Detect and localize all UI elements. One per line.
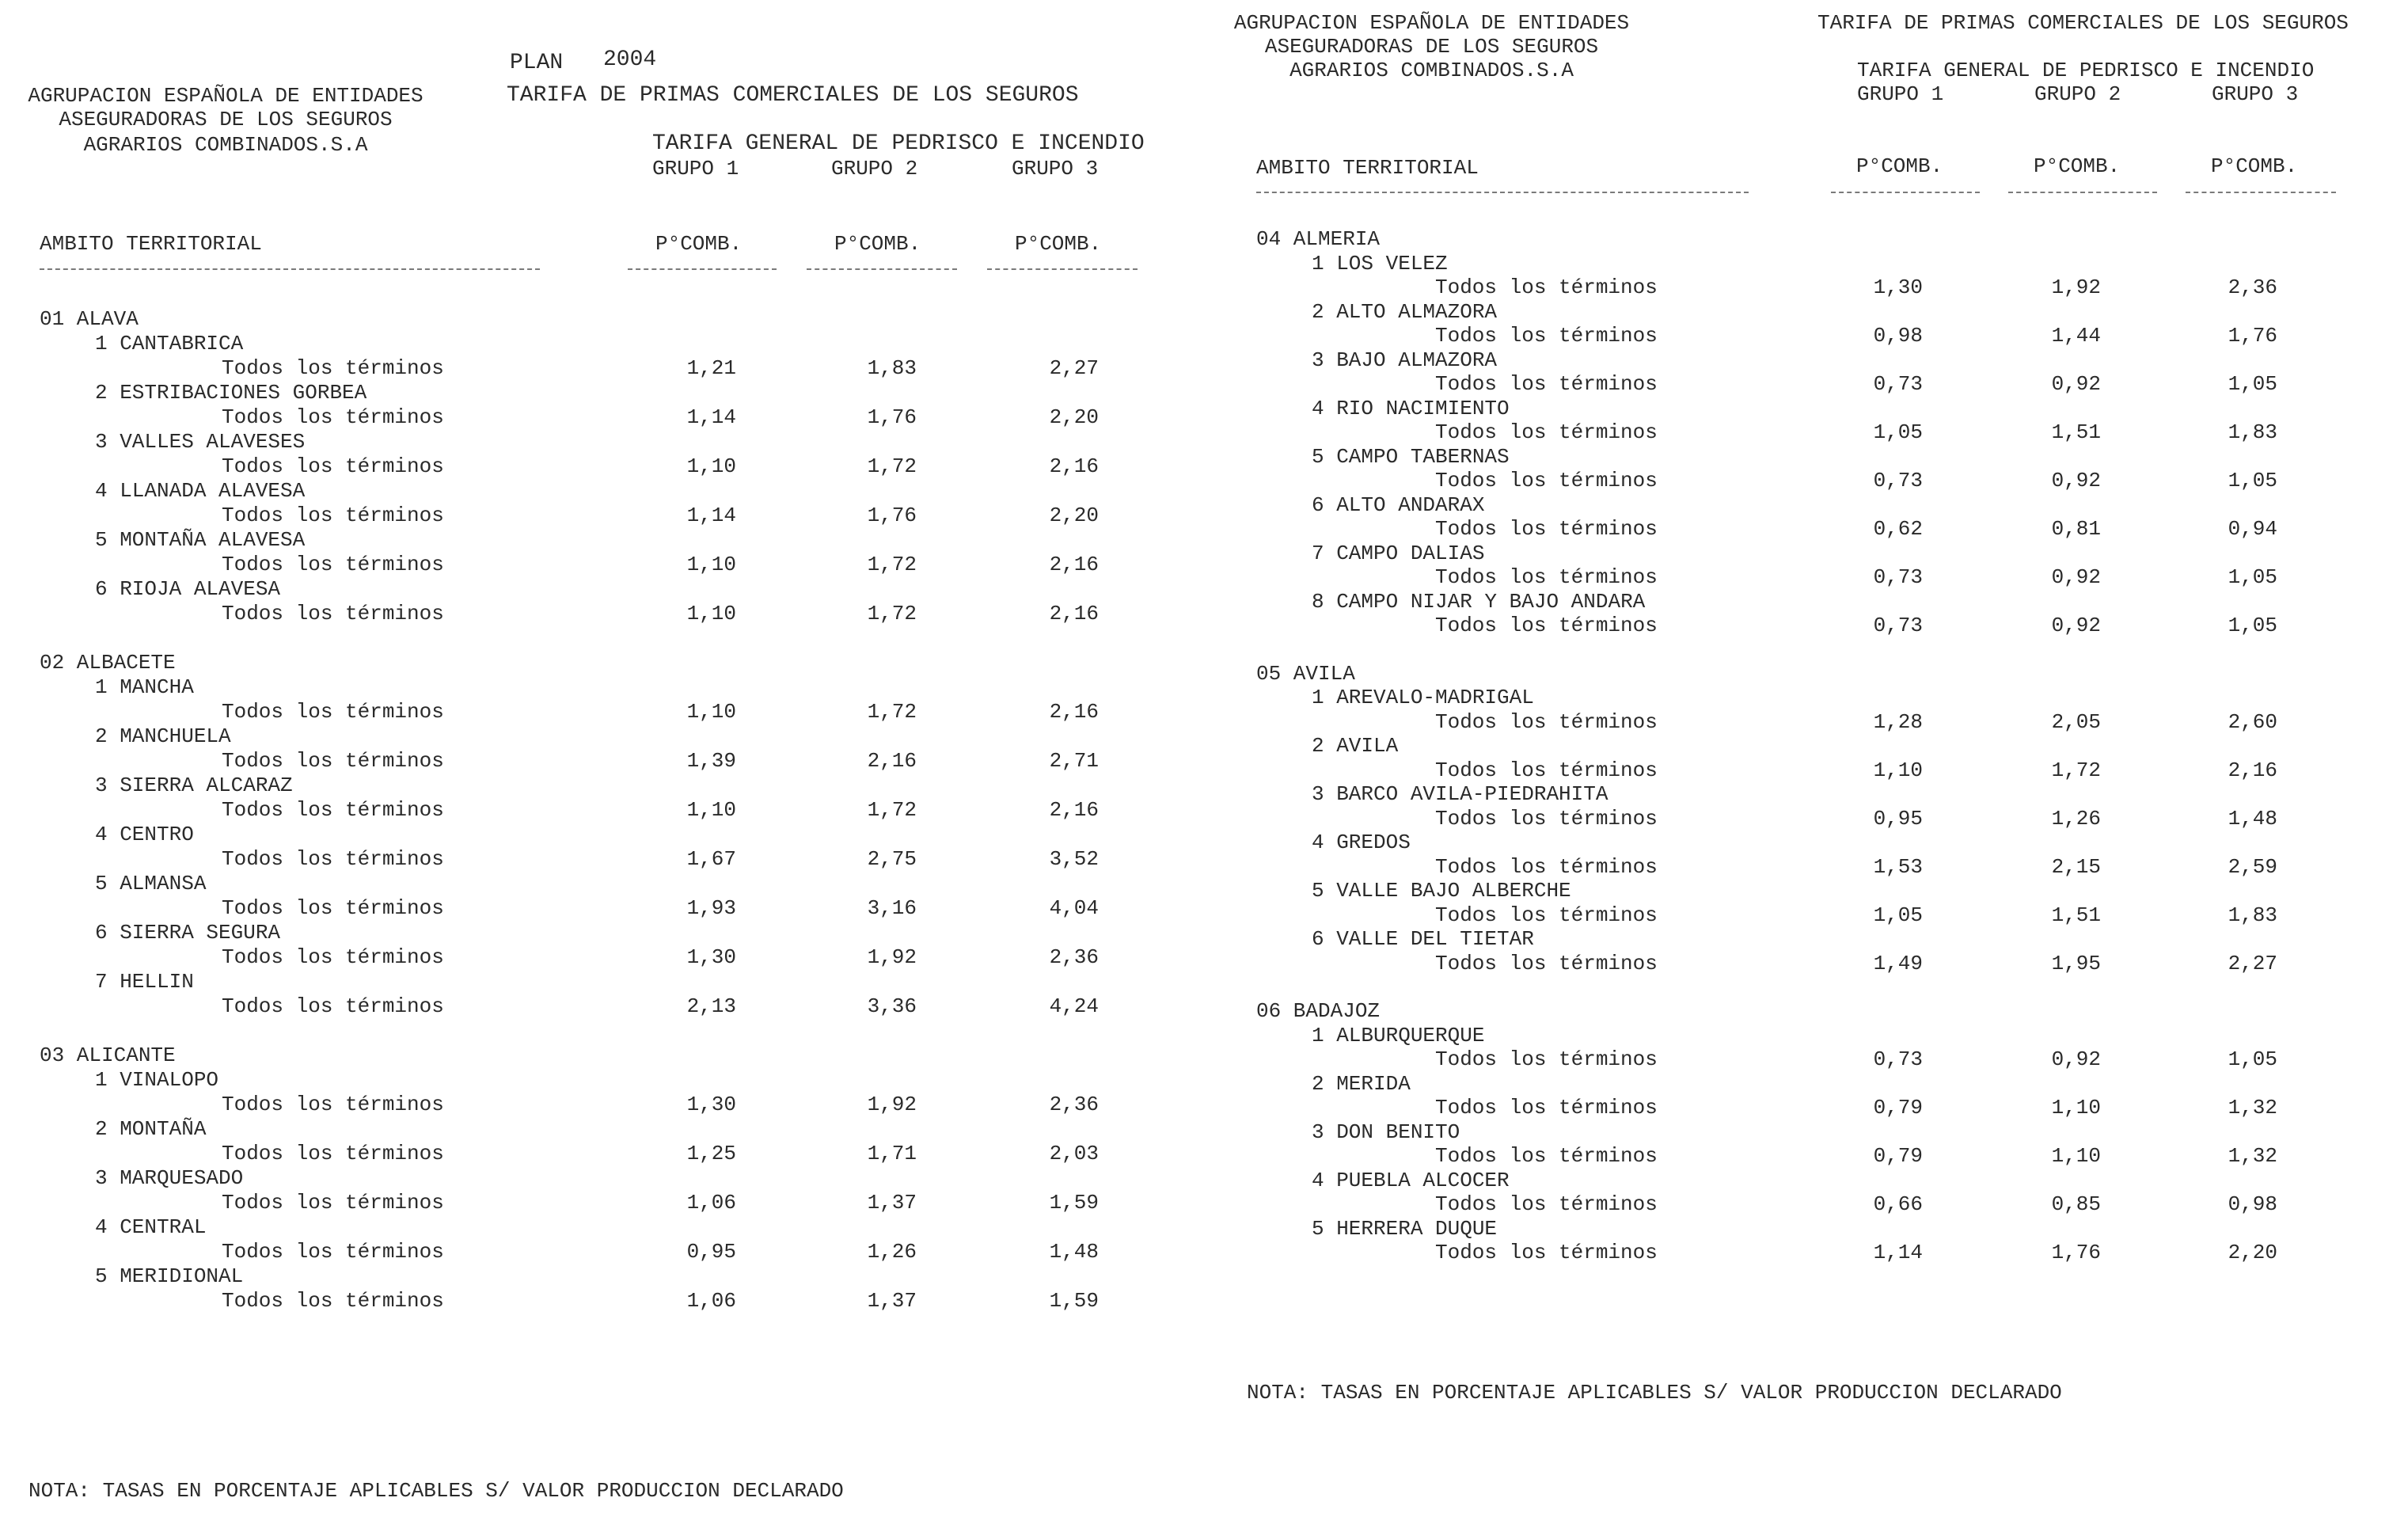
rate-grupo-1: 1,10 (686, 798, 736, 822)
zone-name: 3 DON BENITO (1312, 1120, 1460, 1144)
term-label: Todos los términos (222, 1191, 444, 1215)
rate-grupo-3: 1,32 (2228, 1096, 2277, 1120)
org-line-2: ASEGURADORAS DE LOS SEGUROS (59, 108, 393, 131)
province-name: 02 ALBACETE (40, 651, 176, 675)
rate-grupo-3: 1,05 (2228, 1047, 2277, 1071)
province-name: 03 ALICANTE (40, 1044, 176, 1067)
rate-grupo-1: 1,10 (686, 700, 736, 724)
rate-grupo-1: 1,30 (1873, 276, 1923, 299)
rate-grupo-1: 0,98 (1873, 324, 1923, 348)
rate-grupo-3: 1,05 (2228, 565, 2277, 589)
rate-grupo-1: 1,06 (686, 1289, 736, 1313)
term-label: Todos los términos (1435, 951, 1658, 975)
term-label: Todos los términos (1435, 1096, 1658, 1120)
term-label: Todos los términos (1435, 469, 1658, 492)
rate-grupo-2: 0,85 (2051, 1192, 2101, 1216)
rate-grupo-3: 2,20 (1049, 405, 1099, 429)
rate-grupo-3: 2,16 (1049, 700, 1099, 724)
zone-name: 2 ALTO ALMAZORA (1312, 299, 1498, 324)
term-label: Todos los términos (222, 1093, 444, 1116)
term-label: Todos los términos (222, 994, 444, 1018)
rate-grupo-2: 1,51 (2051, 420, 2101, 444)
doc-title: TARIFA DE PRIMAS COMERCIALES DE LOS SEGUROS (1817, 11, 2349, 35)
term-label: Todos los términos (1435, 372, 1658, 396)
divider-g2 (2008, 192, 2157, 193)
rate-grupo-1: 0,73 (1873, 565, 1923, 589)
rate-grupo-2: 2,16 (867, 749, 917, 773)
rate-grupo-1: 1,05 (1873, 903, 1923, 927)
rate-grupo-2: 1,44 (2051, 324, 2101, 348)
rate-grupo-3: 4,04 (1049, 896, 1099, 920)
plan-year: 2004 (603, 48, 657, 72)
group-1-header: GRUPO 1 (1857, 82, 1944, 106)
rate-grupo-3: 2,59 (2228, 854, 2277, 879)
zone-name: 4 LLANADA ALAVESA (95, 479, 306, 503)
page-right (1204, 0, 2408, 1532)
footnote: NOTA: TASAS EN PORCENTAJE APLICABLES S/ VALOR PRODUCCION DECLARADO (28, 1479, 844, 1503)
rate-grupo-2: 0,92 (2051, 1047, 2101, 1071)
rate-grupo-1: 1,10 (686, 553, 736, 576)
term-label: Todos los términos (222, 798, 444, 822)
rate-grupo-1: 1,25 (686, 1142, 736, 1165)
rate-grupo-1: 1,28 (1873, 709, 1923, 734)
zone-name: 4 CENTRO (95, 823, 194, 846)
zone-name: 1 CANTABRICA (95, 332, 244, 355)
rate-grupo-2: 1,72 (867, 700, 917, 724)
rate-grupo-1: 1,06 (686, 1191, 736, 1215)
ambito-header: AMBITO TERRITORIAL (40, 232, 262, 256)
org-line-1: AGRUPACION ESPAÑOLA DE ENTIDADES (28, 84, 423, 108)
zone-name: 6 VALLE DEL TIETAR (1312, 927, 1534, 951)
rate-grupo-2: 1,76 (2051, 1241, 2101, 1264)
term-label: Todos los términos (1435, 517, 1658, 541)
rate-grupo-3: 2,20 (1049, 504, 1099, 527)
rate-grupo-3: 1,76 (2228, 324, 2277, 348)
group-1-header: GRUPO 1 (652, 157, 739, 181)
rate-grupo-2: 1,92 (2051, 276, 2101, 299)
org-line-3: AGRARIOS COMBINADOS.S.A (1289, 59, 1574, 82)
rate-grupo-3: 2,71 (1049, 749, 1099, 773)
rate-grupo-3: 1,05 (2228, 614, 2277, 637)
group-2-header: GRUPO 2 (2034, 82, 2121, 106)
zone-name: 7 HELLIN (95, 970, 194, 994)
rate-grupo-2: 1,37 (867, 1289, 917, 1313)
term-label: Todos los términos (1435, 709, 1658, 734)
rate-grupo-3: 3,52 (1049, 847, 1099, 871)
pcomb-header-1: P°COMB. (1856, 154, 1943, 178)
rate-grupo-3: 1,83 (2228, 420, 2277, 444)
rate-grupo-3: 2,16 (2228, 758, 2277, 782)
rate-grupo-2: 1,92 (867, 1093, 917, 1116)
divider-g3 (2186, 192, 2336, 193)
rate-grupo-1: 0,79 (1873, 1144, 1923, 1168)
zone-name: 2 AVILA (1312, 734, 1399, 758)
group-2-header: GRUPO 2 (831, 157, 918, 181)
rate-grupo-1: 0,62 (1873, 517, 1923, 541)
rate-grupo-1: 1,05 (1873, 420, 1923, 444)
rate-grupo-3: 1,05 (2228, 469, 2277, 492)
zone-name: 1 MANCHA (95, 675, 194, 699)
zone-name: 5 VALLE BAJO ALBERCHE (1312, 879, 1571, 903)
rate-grupo-3: 1,48 (2228, 806, 2277, 831)
rate-grupo-2: 0,92 (2051, 469, 2101, 492)
rate-grupo-1: 2,13 (686, 994, 736, 1018)
term-label: Todos los términos (1435, 1241, 1658, 1264)
footnote: NOTA: TASAS EN PORCENTAJE APLICABLES S/ VALOR PRODUCCION DECLARADO (1247, 1381, 2062, 1405)
rate-grupo-1: 0,73 (1873, 1047, 1923, 1071)
rate-grupo-1: 1,14 (686, 405, 736, 429)
org-line-3: AGRARIOS COMBINADOS.S.A (83, 133, 368, 157)
rate-grupo-1: 1,30 (686, 945, 736, 969)
province-name: 04 ALMERIA (1256, 227, 1381, 251)
zone-name: 5 MONTAÑA ALAVESA (95, 528, 306, 552)
zone-name: 5 HERRERA DUQUE (1312, 1216, 1498, 1241)
rate-grupo-2: 1,72 (867, 602, 917, 625)
rate-grupo-2: 2,05 (2051, 709, 2101, 734)
zone-name: 1 ALBURQUERQUE (1312, 1023, 1485, 1047)
rate-grupo-1: 1,53 (1873, 854, 1923, 879)
zone-name: 3 SIERRA ALCARAZ (95, 774, 293, 797)
zone-name: 1 LOS VELEZ (1312, 251, 1448, 276)
term-label: Todos los términos (222, 405, 444, 429)
rate-grupo-1: 1,21 (686, 356, 736, 380)
rate-grupo-2: 1,72 (867, 553, 917, 576)
rate-grupo-3: 2,16 (1049, 602, 1099, 625)
group-3-header: GRUPO 3 (2212, 82, 2299, 106)
term-label: Todos los términos (222, 1142, 444, 1165)
term-label: Todos los términos (1435, 324, 1658, 348)
doc-title: TARIFA DE PRIMAS COMERCIALES DE LOS SEGUROS (507, 83, 1079, 108)
rate-grupo-1: 1,10 (686, 602, 736, 625)
rate-grupo-3: 1,83 (2228, 903, 2277, 927)
zone-name: 8 CAMPO NIJAR Y BAJO ANDARA (1312, 589, 1646, 614)
zone-name: 1 VINALOPO (95, 1068, 219, 1092)
rate-grupo-2: 1,37 (867, 1191, 917, 1215)
pcomb-header-3: P°COMB. (1015, 232, 1102, 256)
rate-grupo-1: 1,93 (686, 896, 736, 920)
rate-grupo-1: 1,14 (1873, 1241, 1923, 1264)
term-label: Todos los términos (1435, 854, 1658, 879)
rate-grupo-3: 2,16 (1049, 454, 1099, 478)
term-label: Todos los términos (1435, 420, 1658, 444)
rate-grupo-2: 1,72 (867, 454, 917, 478)
rate-grupo-2: 0,92 (2051, 565, 2101, 589)
rate-grupo-2: 0,92 (2051, 372, 2101, 396)
rate-grupo-1: 0,73 (1873, 469, 1923, 492)
rate-grupo-3: 2,36 (1049, 945, 1099, 969)
zone-name: 4 PUEBLA ALCOCER (1312, 1168, 1510, 1192)
term-label: Todos los términos (1435, 614, 1658, 637)
rate-grupo-3: 2,03 (1049, 1142, 1099, 1165)
zone-name: 2 MONTAÑA (95, 1117, 207, 1141)
term-label: Todos los términos (1435, 806, 1658, 831)
rate-grupo-3: 2,16 (1049, 798, 1099, 822)
rate-grupo-2: 1,10 (2051, 1144, 2101, 1168)
rate-grupo-1: 0,95 (1873, 806, 1923, 831)
zone-name: 4 GREDOS (1312, 831, 1411, 854)
rate-grupo-2: 1,83 (867, 356, 917, 380)
rate-grupo-1: 1,67 (686, 847, 736, 871)
zone-name: 5 CAMPO TABERNAS (1312, 444, 1510, 469)
rate-grupo-1: 0,66 (1873, 1192, 1923, 1216)
term-label: Todos los términos (222, 896, 444, 920)
group-3-header: GRUPO 3 (1012, 157, 1099, 181)
zone-name: 7 CAMPO DALIAS (1312, 541, 1485, 565)
rate-grupo-2: 1,76 (867, 405, 917, 429)
term-label: Todos los términos (222, 1240, 444, 1264)
rate-grupo-2: 1,95 (2051, 951, 2101, 975)
rate-grupo-2: 1,76 (867, 504, 917, 527)
zone-name: 4 RIO NACIMIENTO (1312, 396, 1510, 420)
rate-grupo-1: 0,73 (1873, 614, 1923, 637)
rate-grupo-3: 2,36 (1049, 1093, 1099, 1116)
rate-grupo-3: 2,60 (2228, 709, 2277, 734)
zone-name: 1 AREVALO-MADRIGAL (1312, 686, 1534, 709)
zone-name: 3 MARQUESADO (95, 1166, 244, 1190)
divider-ambito (1256, 192, 1749, 193)
term-label: Todos los términos (1435, 1192, 1658, 1216)
rate-grupo-3: 1,59 (1049, 1289, 1099, 1313)
term-label: Todos los términos (222, 945, 444, 969)
zone-name: 3 BARCO AVILA-PIEDRAHITA (1312, 782, 1608, 806)
term-label: Todos los términos (222, 454, 444, 478)
rate-grupo-2: 1,51 (2051, 903, 2101, 927)
org-line-2: ASEGURADORAS DE LOS SEGUROS (1264, 35, 1599, 59)
zone-name: 6 ALTO ANDARAX (1312, 492, 1485, 517)
rate-grupo-3: 2,27 (2228, 951, 2277, 975)
rate-grupo-3: 1,05 (2228, 372, 2277, 396)
pcomb-header-2: P°COMB. (834, 232, 921, 256)
rate-grupo-3: 4,24 (1049, 994, 1099, 1018)
term-label: Todos los términos (222, 1289, 444, 1313)
rate-grupo-3: 1,59 (1049, 1191, 1099, 1215)
term-label: Todos los términos (222, 356, 444, 380)
rate-grupo-2: 1,26 (2051, 806, 2101, 831)
rate-grupo-3: 2,36 (2228, 276, 2277, 299)
zone-name: 3 BAJO ALMAZORA (1312, 348, 1498, 372)
term-label: Todos los términos (222, 553, 444, 576)
rate-grupo-3: 2,27 (1049, 356, 1099, 380)
zone-name: 2 MANCHUELA (95, 724, 231, 748)
term-label: Todos los términos (222, 749, 444, 773)
rate-grupo-2: 1,92 (867, 945, 917, 969)
pcomb-header-2: P°COMB. (2034, 154, 2121, 178)
rate-grupo-1: 0,79 (1873, 1096, 1923, 1120)
rate-grupo-3: 0,98 (2228, 1192, 2277, 1216)
term-label: Todos los términos (222, 602, 444, 625)
term-label: Todos los términos (1435, 758, 1658, 782)
rate-grupo-2: 1,26 (867, 1240, 917, 1264)
rate-grupo-2: 1,10 (2051, 1096, 2101, 1120)
province-name: 05 AVILA (1256, 661, 1355, 686)
rate-grupo-2: 3,16 (867, 896, 917, 920)
term-label: Todos los términos (222, 700, 444, 724)
rate-grupo-1: 1,14 (686, 504, 736, 527)
term-label: Todos los términos (1435, 276, 1658, 299)
rate-grupo-2: 1,72 (867, 798, 917, 822)
rate-grupo-1: 1,10 (1873, 758, 1923, 782)
zone-name: 6 SIERRA SEGURA (95, 921, 281, 945)
term-label: Todos los términos (1435, 1144, 1658, 1168)
rate-grupo-1: 0,95 (686, 1240, 736, 1264)
divider-g3 (987, 268, 1138, 270)
divider-ambito (40, 268, 540, 270)
org-line-1: AGRUPACION ESPAÑOLA DE ENTIDADES (1233, 11, 1630, 35)
zone-name: 2 ESTRIBACIONES GORBEA (95, 381, 367, 405)
rate-grupo-3: 2,16 (1049, 553, 1099, 576)
term-label: Todos los términos (1435, 1047, 1658, 1071)
zone-name: 3 VALLES ALAVESES (95, 430, 306, 454)
rate-grupo-1: 1,10 (686, 454, 736, 478)
ambito-header: AMBITO TERRITORIAL (1256, 156, 1479, 180)
term-label: Todos los términos (1435, 565, 1658, 589)
rate-grupo-2: 0,81 (2051, 517, 2101, 541)
zone-name: 6 RIOJA ALAVESA (95, 577, 281, 601)
zone-name: 4 CENTRAL (95, 1215, 207, 1239)
term-label: Todos los términos (222, 847, 444, 871)
doc-subtitle: TARIFA GENERAL DE PEDRISCO E INCENDIO (652, 131, 1145, 156)
zone-name: 5 ALMANSA (95, 872, 207, 895)
term-label: Todos los términos (1435, 903, 1658, 927)
divider-g2 (807, 268, 957, 270)
pcomb-header-3: P°COMB. (2211, 154, 2298, 178)
zone-name: 2 MERIDA (1312, 1071, 1411, 1096)
rate-grupo-1: 0,73 (1873, 372, 1923, 396)
rate-grupo-2: 2,75 (867, 847, 917, 871)
term-label: Todos los términos (222, 504, 444, 527)
plan-label: PLAN (510, 51, 564, 75)
rate-grupo-3: 1,48 (1049, 1240, 1099, 1264)
pcomb-header-1: P°COMB. (655, 232, 743, 256)
province-name: 01 ALAVA (40, 307, 139, 331)
rate-grupo-2: 2,15 (2051, 854, 2101, 879)
rate-grupo-3: 1,32 (2228, 1144, 2277, 1168)
rate-grupo-2: 1,71 (867, 1142, 917, 1165)
zone-name: 5 MERIDIONAL (95, 1264, 244, 1288)
rate-grupo-1: 1,49 (1873, 951, 1923, 975)
rate-grupo-3: 2,20 (2228, 1241, 2277, 1264)
divider-g1 (628, 268, 777, 270)
doc-subtitle: TARIFA GENERAL DE PEDRISCO E INCENDIO (1857, 59, 2315, 82)
rate-grupo-2: 0,92 (2051, 614, 2101, 637)
rate-grupo-2: 3,36 (867, 994, 917, 1018)
rate-grupo-3: 0,94 (2228, 517, 2277, 541)
rate-grupo-2: 1,72 (2051, 758, 2101, 782)
province-name: 06 BADAJOZ (1256, 999, 1381, 1023)
rate-grupo-1: 1,30 (686, 1093, 736, 1116)
divider-g1 (1831, 192, 1980, 193)
rate-grupo-1: 1,39 (686, 749, 736, 773)
